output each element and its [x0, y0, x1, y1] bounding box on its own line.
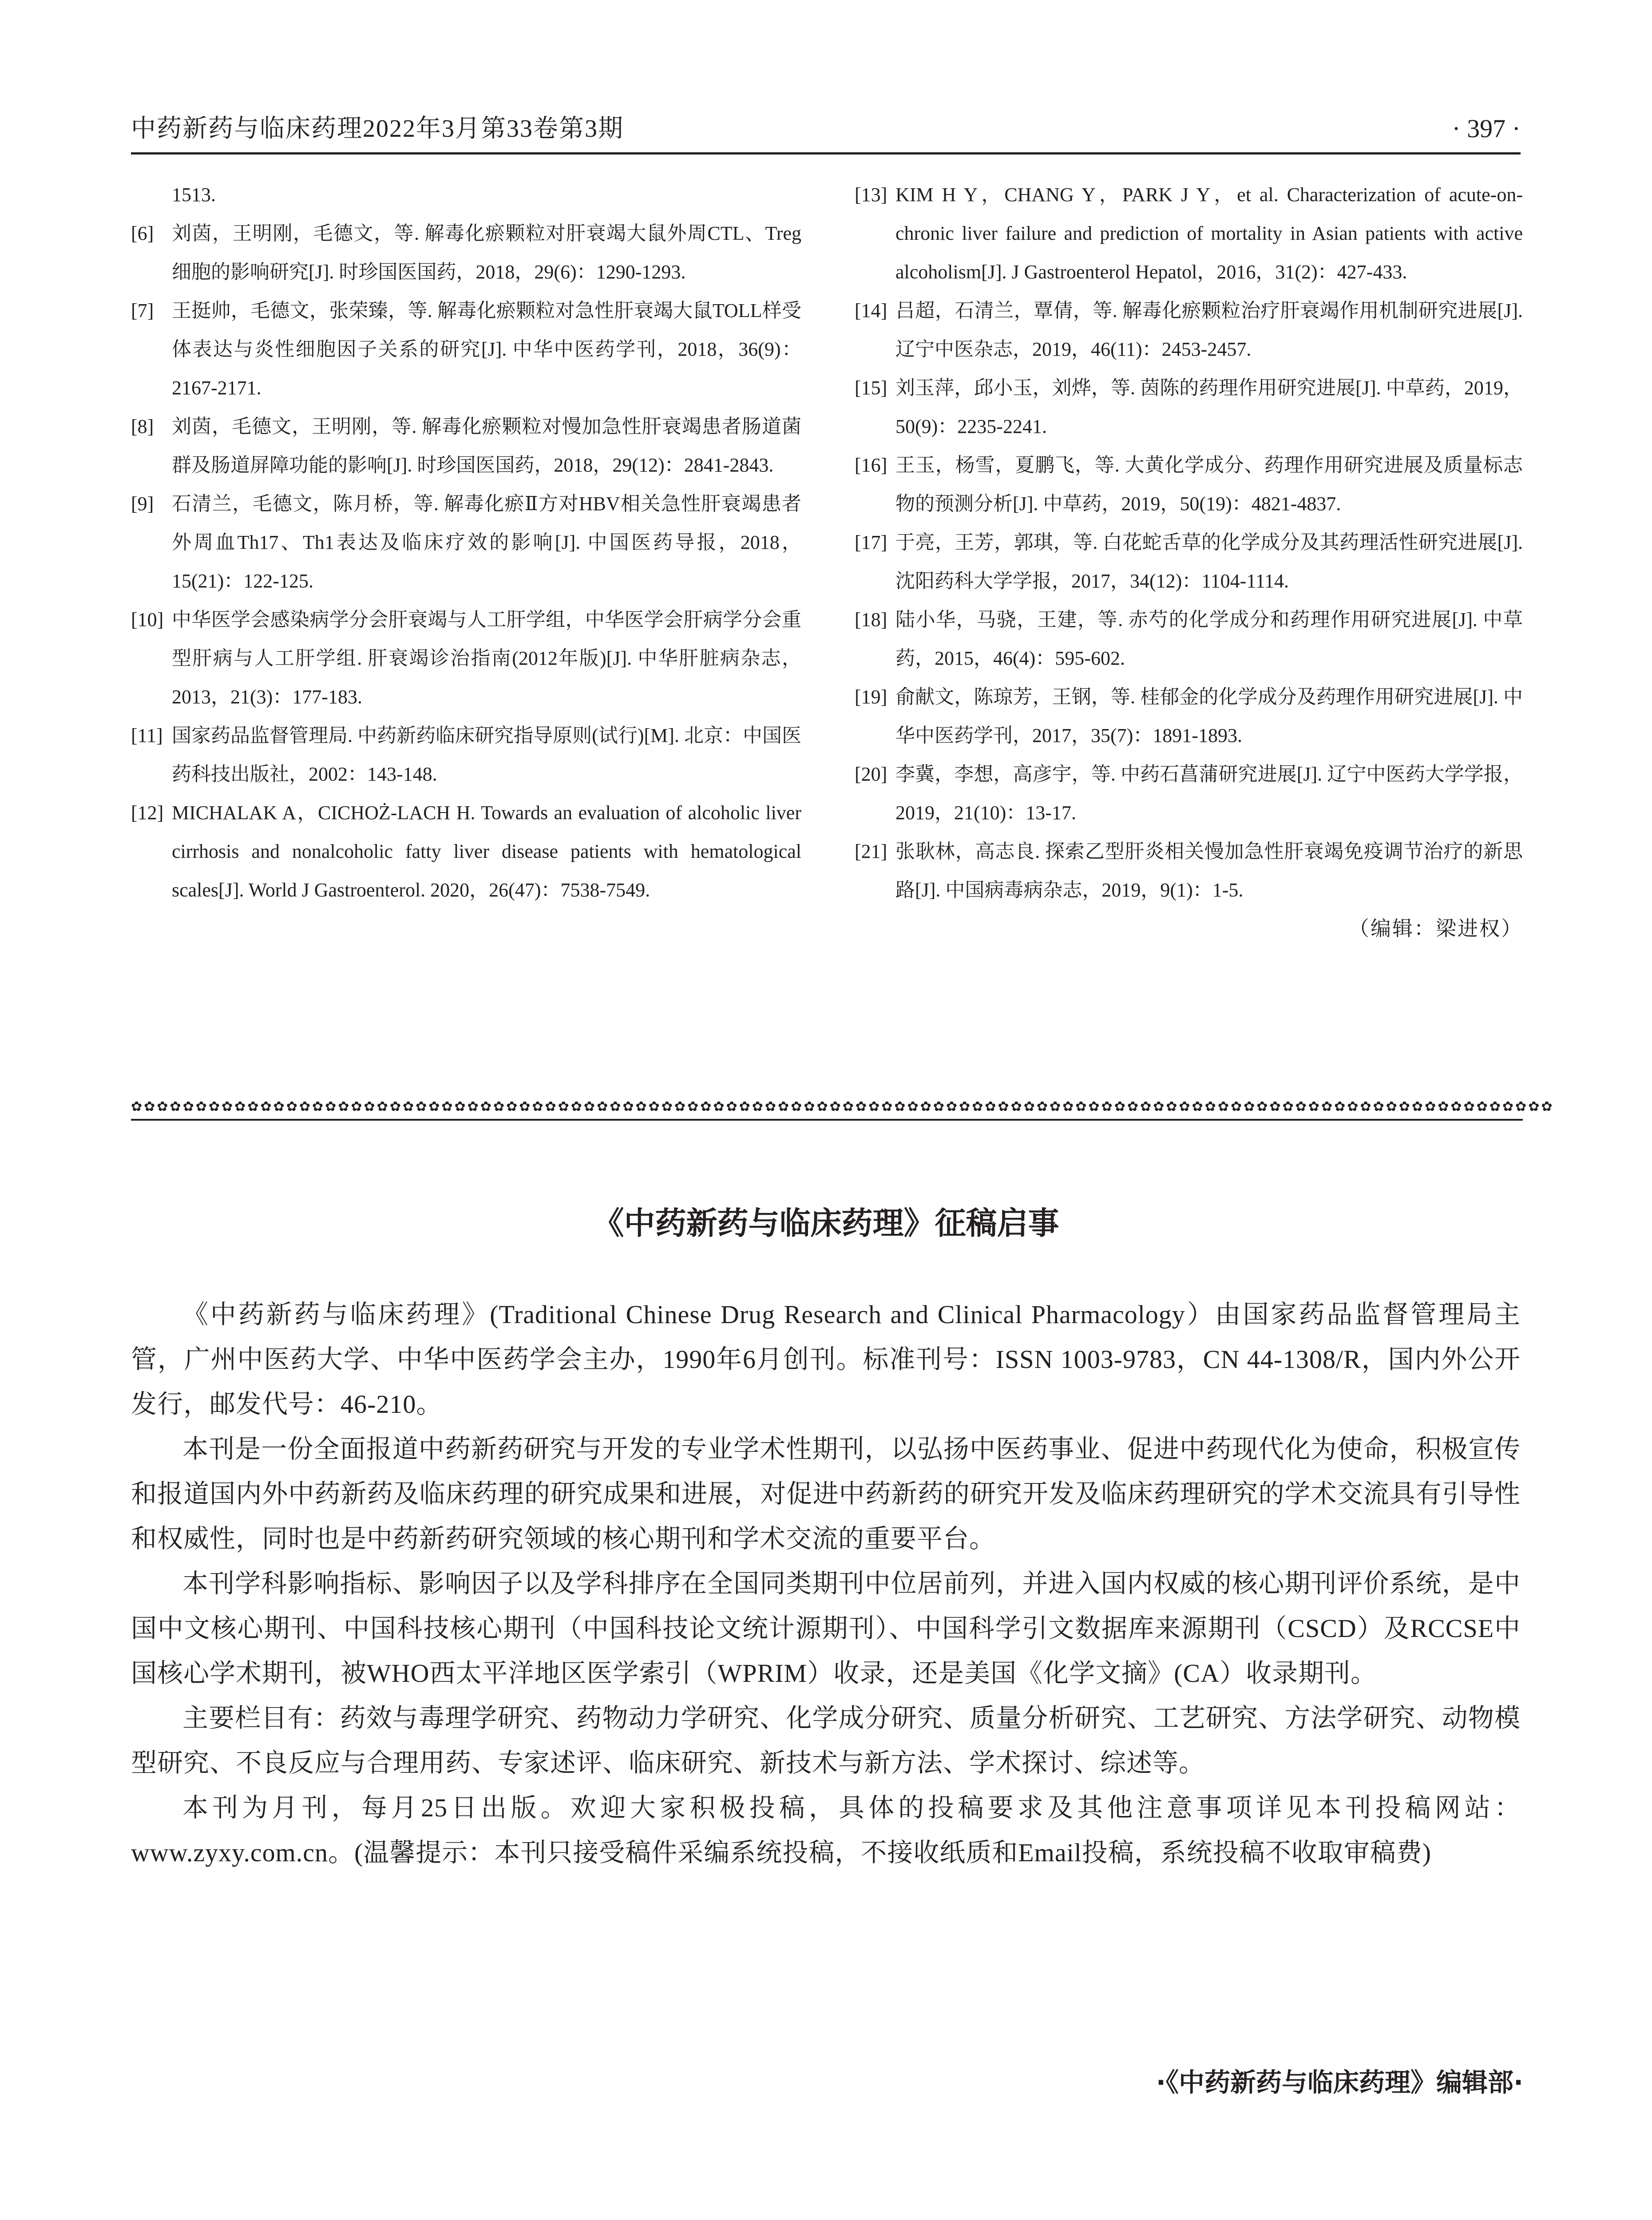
ornament-glyph: ✿	[635, 1099, 649, 1114]
ornament-glyph: ✿	[739, 1099, 752, 1114]
notice-paragraph: 本刊学科影响指标、影响因子以及学科排序在全国同类期刊中位居前列，并进入国内权威的核心期刊评价系统，是中国中文核心期刊、中国科技核心期刊（中国科技论文统计源期刊）、中国科学引文数据库来源期刊（CSCD）及RCCSE中国核心学术期刊，被WHO西太平洋地区医学索引（WPRIM）收录，还是美国《化学文摘》(CA）收录期刊。	[131, 1569, 1521, 1688]
ornament-glyph: ✿	[402, 1099, 416, 1114]
ornament-glyph: ✿	[1386, 1099, 1399, 1114]
ornament-glyph: ✿	[855, 1099, 869, 1114]
reference-item	[855, 832, 1523, 909]
notice-paragraph: 本刊为月刊，每月25日出版。欢迎大家积极投稿，具体的投稿要求及其他注意事项详见本刊投稿网站：www.zyxy.com.cn。(温馨提示：本刊只接受稿件采编系统投稿，不接收纸质和Email投稿，系统投稿不收取审稿费)	[131, 1793, 1521, 1867]
reference-number: [17]	[855, 531, 887, 553]
ornament-glyph: ✿	[1049, 1099, 1063, 1114]
ornament-glyph: ✿	[416, 1099, 429, 1114]
ornament-glyph: ✿	[286, 1099, 299, 1114]
reference-number: [6]	[131, 222, 154, 244]
reference-text: 张耿林，高志良. 探索乙型肝炎相关慢加急性肝衰竭免疫调节治疗的新思路[J]. 中国病毒病杂志，2019，9(1)：1-5.	[895, 840, 1523, 901]
ornament-glyph: ✿	[1373, 1099, 1386, 1114]
ornament-glyph: ✿	[778, 1099, 791, 1114]
reference-item	[131, 484, 801, 600]
ornament-glyph: ✿	[894, 1099, 907, 1114]
ornament-glyph: ✿	[144, 1099, 157, 1114]
reference-item	[855, 678, 1523, 755]
ornament-glyph: ✿	[389, 1099, 403, 1114]
reference-text: MICHALAK A，CICHOŻ-LACH H. Towards an evaluation of alcoholic liver cirrhosis and nonalcoholic fatty liver disease patients with hematological scales[J]. World J Gastroenterol. 2020，26(47)：7538-7549.	[172, 802, 801, 901]
ornament-glyph: ✿	[325, 1099, 338, 1114]
reference-column-left	[131, 175, 801, 909]
reference-number: [19]	[855, 686, 887, 708]
ornament-glyph: ✿	[752, 1099, 765, 1114]
ornament-glyph: ✿	[868, 1099, 882, 1114]
ornament-glyph: ✿	[1269, 1099, 1283, 1114]
ornament-glyph: ✿	[1489, 1099, 1502, 1114]
ornament-glyph: ✿	[247, 1099, 261, 1114]
reference-text: 王玉，杨雪，夏鹏飞，等. 大黄化学成分、药理作用研究进展及质量标志物的预测分析[J]. 中草药，2019，50(19)：4821-4837.	[895, 454, 1523, 515]
reference-item	[855, 600, 1523, 678]
reference-text: 刘玉萍，邱小玉，刘烨，等. 茵陈的药理作用研究进展[J]. 中草药，2019，50(9)：2235-2241.	[895, 377, 1523, 437]
ornament-glyph: ✿	[1192, 1099, 1205, 1114]
ornament-glyph: ✿	[816, 1099, 830, 1114]
ornament-glyph: ✿	[1321, 1099, 1335, 1114]
running-header	[131, 109, 1521, 151]
ornament-glyph: ✿	[532, 1099, 545, 1114]
ornament-glyph: ✿	[726, 1099, 739, 1114]
ornament-glyph: ✿	[1075, 1099, 1089, 1114]
ornament-glyph: ✿	[1088, 1099, 1101, 1114]
ornament-glyph: ✿	[1114, 1099, 1127, 1114]
ornament-glyph: ✿	[480, 1099, 493, 1114]
ornament-glyph: ✿	[467, 1099, 480, 1114]
ornament-glyph: ✿	[1528, 1099, 1541, 1114]
editor-note: （编辑：梁进权）	[1349, 917, 1523, 940]
ornament-glyph: ✿	[454, 1099, 467, 1114]
ornament-glyph: ✿	[1062, 1099, 1076, 1114]
ornament-glyph: ✿	[1308, 1099, 1321, 1114]
page-number: · 397 ·	[1452, 114, 1521, 143]
reference-item	[131, 214, 801, 291]
ornament-glyph: ✿	[558, 1099, 571, 1114]
ornament-glyph: ✿	[933, 1099, 946, 1114]
ornament-glyph: ✿	[829, 1099, 843, 1114]
ornament-glyph: ✿	[195, 1099, 209, 1114]
ornament-glyph: ✿	[519, 1099, 532, 1114]
ornamental-divider	[131, 1099, 1554, 1122]
reference-item	[131, 175, 801, 214]
ornament-glyph: ✿	[428, 1099, 442, 1114]
reference-item	[855, 369, 1523, 446]
ornament-glyph: ✿	[208, 1099, 222, 1114]
reference-text: 石清兰，毛德文，陈月桥，等. 解毒化瘀Ⅱ方对HBV相关急性肝衰竭患者外周血Th17、Th1表达及临床疗效的影响[J]. 中国医药导报，2018，15(21)：122-125.	[172, 493, 801, 592]
reference-text: 刘茵，王明刚，毛德文，等. 解毒化瘀颗粒对肝衰竭大鼠外周CTL、Treg细胞的影响研究[J]. 时珍国医国药，2018，29(6)：1290-1293.	[172, 222, 801, 283]
ornament-glyph: ✿	[1101, 1099, 1114, 1114]
ornament-glyph: ✿	[234, 1099, 248, 1114]
ornament-glyph: ✿	[299, 1099, 312, 1114]
ornament-glyph: ✿	[972, 1099, 985, 1114]
reference-number: [21]	[855, 840, 887, 862]
reference-number: [15]	[855, 377, 887, 399]
ornament-glyph: ✿	[1153, 1099, 1166, 1114]
reference-item	[855, 755, 1523, 832]
reference-item	[131, 600, 801, 716]
ornament-glyph: ✿	[946, 1099, 959, 1114]
ornament-glyph: ✿	[1204, 1099, 1218, 1114]
ornament-glyph: ✿	[312, 1099, 325, 1114]
reference-item	[855, 175, 1523, 291]
notice-title: 《中药新药与临床药理》征稿启事	[593, 1205, 1059, 1241]
ornament-glyph: ✿	[648, 1099, 662, 1114]
ornament-glyph: ✿	[1502, 1099, 1516, 1114]
ornament-glyph: ✿	[170, 1099, 183, 1114]
reference-text: KIM H Y，CHANG Y，PARK J Y，et al. Characterization of acute-on-chronic liver failure and prediction of mortality in Asian patients with active alcoholism[J]. J Gastroenterol Hepatol，2016，31(2)：427-433.	[895, 184, 1523, 283]
ornament-glyph: ✿	[610, 1099, 623, 1114]
ornament-glyph: ✿	[1438, 1099, 1451, 1114]
ornament-glyph: ✿	[1450, 1099, 1464, 1114]
ornament-glyph: ✿	[765, 1099, 778, 1114]
reference-number: [20]	[855, 763, 887, 785]
reference-item	[131, 291, 801, 407]
ornament-glyph: ✿	[881, 1099, 895, 1114]
reference-column-right	[855, 175, 1523, 948]
ornament-glyph: ✿	[1347, 1099, 1360, 1114]
ornament-glyph: ✿	[376, 1099, 390, 1114]
ornament-glyph: ✿	[441, 1099, 455, 1114]
ornament-glyph: ✿	[1010, 1099, 1024, 1114]
header-rule	[131, 152, 1521, 155]
reference-item	[855, 446, 1523, 523]
ornament-glyph: ✿	[1282, 1099, 1295, 1114]
ornament-glyph: ✿	[700, 1099, 713, 1114]
reference-number: [8]	[131, 416, 154, 437]
ornament-glyph: ✿	[713, 1099, 726, 1114]
ornament-glyph: ✿	[1541, 1099, 1554, 1114]
ornament-glyph: ✿	[1295, 1099, 1308, 1114]
ornament-glyph: ✿	[597, 1099, 610, 1114]
reference-item	[131, 407, 801, 484]
notice-paragraph: 主要栏目有：药效与毒理学研究、药物动力学研究、化学成分研究、质量分析研究、工艺研究、方法学研究、动物模型研究、不良反应与合理用药、专家述评、临床研究、新技术与新方法、学术探讨、综述等。	[131, 1704, 1521, 1777]
ornament-glyph: ✿	[842, 1099, 856, 1114]
reference-number: [11]	[131, 725, 163, 746]
ornament-glyph: ✿	[1411, 1099, 1425, 1114]
ornament-glyph: ✿	[221, 1099, 235, 1114]
ornament-glyph: ✿	[1179, 1099, 1192, 1114]
reference-number: [10]	[131, 609, 164, 630]
reference-number: [9]	[131, 493, 154, 515]
ornament-glyph: ✿	[1334, 1099, 1347, 1114]
ornament-glyph: ✿	[622, 1099, 636, 1114]
reference-item	[131, 716, 801, 793]
ornament-glyph: ✿	[583, 1099, 597, 1114]
ornament-glyph: ✿	[1217, 1099, 1231, 1114]
ornament-glyph: ✿	[1425, 1099, 1438, 1114]
reference-number: [16]	[855, 454, 887, 476]
ornament-glyph: ✿	[506, 1099, 519, 1114]
ornament-glyph: ✿	[493, 1099, 507, 1114]
notice-body	[131, 1292, 1521, 1875]
reference-number: [12]	[131, 802, 164, 824]
ornament-glyph: ✿	[1166, 1099, 1179, 1114]
reference-text: 中华医学会感染病学分会肝衰竭与人工肝学组，中华医学会肝病学分会重型肝病与人工肝学组. 肝衰竭诊治指南(2012年版)[J]. 中华肝脏病杂志，2013，21(3)：177-183.	[172, 609, 801, 708]
ornament-glyph: ✿	[182, 1099, 196, 1114]
ornament-glyph: ✿	[1398, 1099, 1412, 1114]
reference-text: 国家药品监督管理局. 中药新药临床研究指导原则(试行)[M]. 北京：中国医药科技出版社，2002：143-148.	[172, 725, 801, 785]
reference-text: 李冀，李想，高彦宇，等. 中药石菖蒲研究进展[J]. 辽宁中医药大学学报，2019，21(10)：13-17.	[895, 763, 1523, 824]
divider-rule	[131, 1119, 1523, 1121]
ornament-glyph: ✿	[998, 1099, 1011, 1114]
ornament-glyph: ✿	[157, 1099, 170, 1114]
ornament-glyph: ✿	[1127, 1099, 1140, 1114]
reference-text: 俞献文，陈琼芳，王钢，等. 桂郁金的化学成分及药理作用研究进展[J]. 中华中医药学刊，2017，35(7)：1891-1893.	[895, 686, 1523, 746]
reference-item	[855, 523, 1523, 600]
reference-text: 吕超，石清兰，覃倩，等. 解毒化瘀颗粒治疗肝衰竭作用机制研究进展[J]. 辽宁中医杂志，2019，46(11)：2453-2457.	[895, 300, 1523, 360]
ornament-glyph: ✿	[985, 1099, 998, 1114]
ornament-glyph: ✿	[804, 1099, 817, 1114]
ornament-glyph: ✿	[351, 1099, 364, 1114]
ornament-glyph: ✿	[260, 1099, 273, 1114]
journal-issue-title: 中药新药与临床药理2022年3月第33卷第3期	[131, 115, 624, 143]
reference-text: 王挺帅，毛德文，张荣臻，等. 解毒化瘀颗粒对急性肝衰竭大鼠TOLL样受体表达与炎性细胞因子关系的研究[J]. 中华中医药学刊，2018，36(9)：2167-2171.	[172, 300, 801, 399]
reference-item	[131, 793, 801, 909]
ornament-glyph: ✿	[907, 1099, 920, 1114]
ornament-glyph: ✿	[1140, 1099, 1153, 1114]
ornament-glyph: ✿	[791, 1099, 804, 1114]
ornament-glyph: ✿	[1463, 1099, 1477, 1114]
ornament-glyph: ✿	[1360, 1099, 1373, 1114]
notice-signature: ·《中药新药与临床药理》编辑部·	[1156, 2067, 1523, 2097]
reference-text: 1513.	[172, 184, 216, 206]
ornament-glyph: ✿	[131, 1099, 144, 1114]
ornament-glyph: ✿	[364, 1099, 377, 1114]
ornament-glyph: ✿	[570, 1099, 584, 1114]
ornament-glyph: ✿	[1476, 1099, 1490, 1114]
notice-paragraph: 《中药新药与临床药理》(Traditional Chinese Drug Research and Clinical Pharmacology）由国家药品监督管理局主管，广州中医药大学、中华中医药学会主办，1990年6月创刊。标准刊号：ISSN 1003-9783，CN 44-1308/R，国内外公开发行，邮发代号：46-210。	[131, 1300, 1521, 1419]
ornament-glyph: ✿	[545, 1099, 558, 1114]
ornament-glyph: ✿	[1023, 1099, 1037, 1114]
ornament-glyph: ✿	[338, 1099, 351, 1114]
ornament-glyph: ✿	[1230, 1099, 1244, 1114]
reference-text: 刘茵，毛德文，王明刚，等. 解毒化瘀颗粒对慢加急性肝衰竭患者肠道菌群及肠道屏障功能的影响[J]. 时珍国医国药，2018，29(12)：2841-2843.	[172, 416, 801, 476]
ornament-glyph: ✿	[920, 1099, 933, 1114]
reference-text: 于亮，王芳，郭琪，等. 白花蛇舌草的化学成分及其药理活性研究进展[J]. 沈阳药科大学学报，2017，34(12)：1104-1114.	[895, 531, 1523, 592]
ornament-glyph: ✿	[273, 1099, 286, 1114]
ornament-glyph: ✿	[1244, 1099, 1257, 1114]
reference-item	[855, 291, 1523, 369]
ornament-glyph: ✿	[1256, 1099, 1270, 1114]
ornament-glyph: ✿	[1515, 1099, 1529, 1114]
ornament-glyph: ✿	[1036, 1099, 1050, 1114]
reference-number: [14]	[855, 300, 887, 321]
ornament-glyph: ✿	[687, 1099, 701, 1114]
ornament-glyph: ✿	[674, 1099, 688, 1114]
reference-number: [7]	[131, 300, 154, 321]
reference-number: [13]	[855, 184, 887, 206]
ornament-glyph: ✿	[661, 1099, 674, 1114]
reference-number: [18]	[855, 609, 887, 630]
reference-text: 陆小华，马骁，王建，等. 赤芍的化学成分和药理作用研究进展[J]. 中草药，2015，46(4)：595-602.	[895, 609, 1523, 669]
notice-paragraph: 本刊是一份全面报道中药新药研究与开发的专业学术性期刊，以弘扬中医药事业、促进中药现代化为使命，积极宣传和报道国内外中药新药及临床药理的研究成果和进展，对促进中药新药的研究开发及临床药理研究的学术交流具有引导性和权威性，同时也是中药新药研究领域的核心期刊和学术交流的重要平台。	[131, 1435, 1521, 1553]
ornament-glyph: ✿	[959, 1099, 972, 1114]
